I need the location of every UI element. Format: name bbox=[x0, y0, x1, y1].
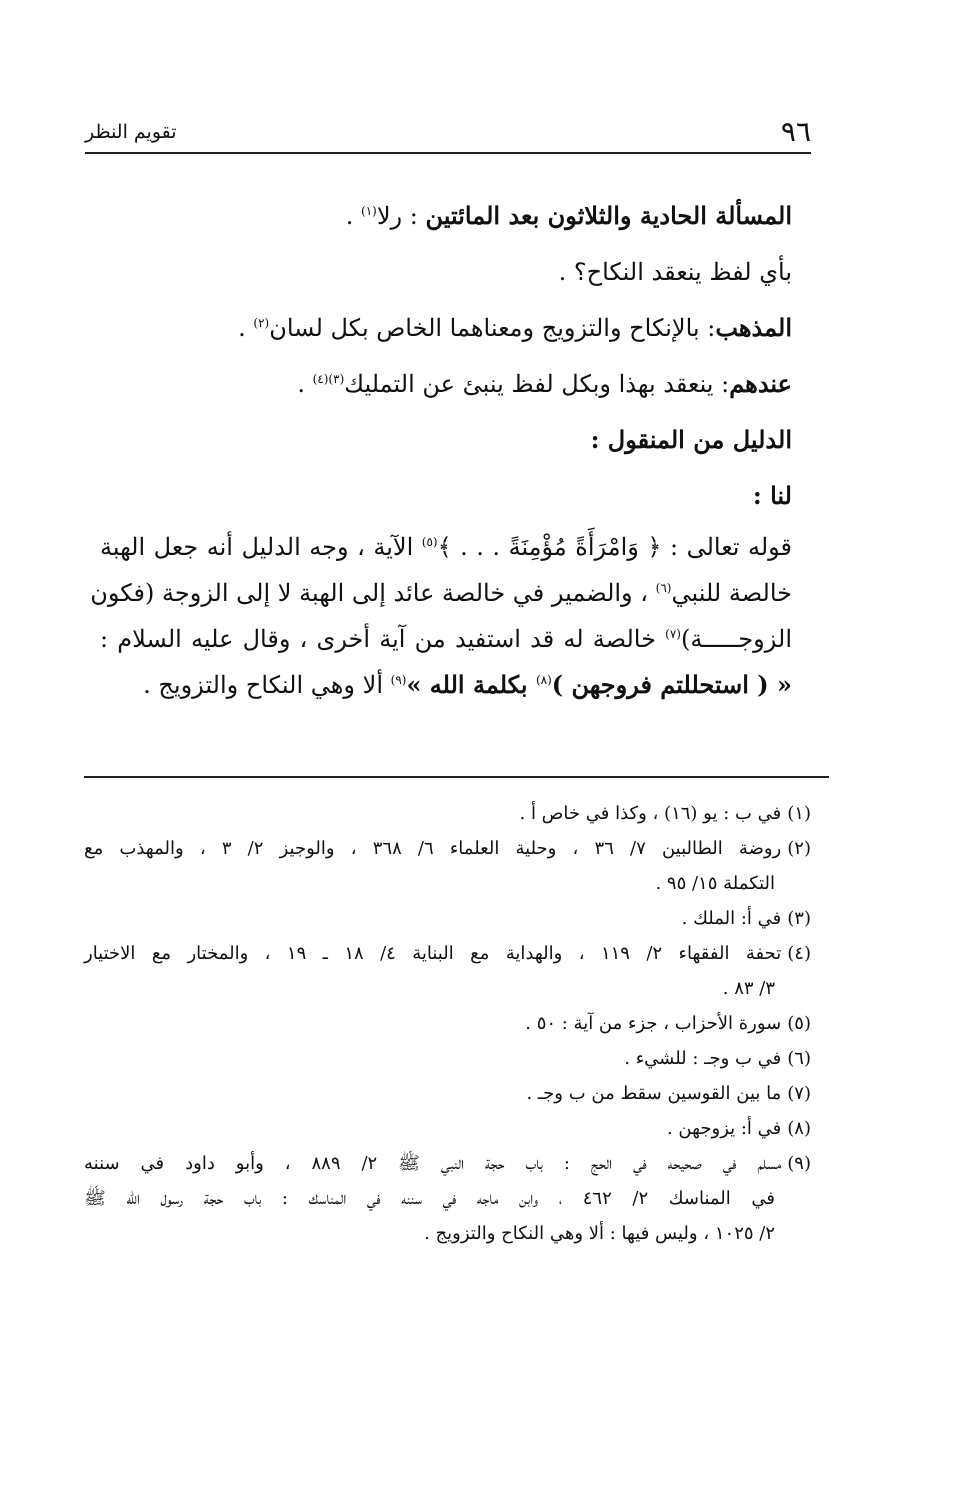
issue-heading bbox=[100, 188, 792, 244]
footnote-text: ٢/ ١٠٢٥ ، وليس فيها : ألا وهي النكاح والتزويج . bbox=[424, 1223, 775, 1244]
footnote-text: في ب وجـ : للشيء . bbox=[624, 1048, 782, 1069]
for-us-heading: لنا : bbox=[752, 481, 792, 510]
footnote-text: روضة الطالبين ٧/ ٣٦ ، وحلية العلماء ٦/ ٣٦٨ ، والوجيز ٢/ ٣ ، والمهذب مع bbox=[84, 838, 782, 859]
paragraph-text: خالصة للنبي bbox=[671, 579, 792, 607]
footnote bbox=[84, 1041, 811, 1076]
footnote-number: (٩) bbox=[787, 1153, 811, 1174]
paragraph-text: ، والضمير في خالصة عائد إلى الهبة لا إلى الزوجة (فكون bbox=[90, 579, 656, 607]
hadith-text: بكلمة الله » bbox=[406, 670, 536, 699]
running-title: تقويم النظر bbox=[85, 121, 177, 143]
footnote-number: (٨) bbox=[787, 1118, 811, 1139]
paragraph-text: ألا وهي النكاح والتزويج . bbox=[143, 671, 391, 699]
footnote bbox=[84, 831, 811, 901]
madhhab-line bbox=[100, 300, 792, 356]
madhhab-label: المذهب bbox=[715, 313, 792, 342]
page-number: ٩٦ bbox=[780, 115, 811, 148]
punctuation: . bbox=[297, 370, 313, 398]
opponents-text: : ينعقد بهذا وبكل لفظ ينبئ عن التمليك bbox=[344, 370, 730, 398]
page-header bbox=[85, 112, 811, 152]
footnote-ref: (١) bbox=[361, 204, 377, 218]
footnote-text: في أ: يزوجهن . bbox=[666, 1118, 782, 1139]
footnote bbox=[84, 1076, 811, 1111]
question-line: بأي لفظ ينعقد النكاح؟ . bbox=[558, 258, 792, 286]
paragraph-text: قوله تعالى : ﴿ وَامْرَأَةً مُؤْمِنَةً . . . ﴾ bbox=[437, 533, 793, 561]
evidence-heading: الدليل من المنقول : bbox=[590, 425, 792, 454]
footnote-text: مسلم في صحيحه في الحج : باب حجة النبي ﷺ ٢/ ٨٨٩ ، وأبو داود في سننه bbox=[84, 1153, 782, 1174]
footnote-text: ما بين القوسين سقط من ب وجـ . bbox=[526, 1083, 782, 1104]
footnote-number: (٦) bbox=[787, 1048, 811, 1069]
footnote-text: ٣/ ٨٣ . bbox=[722, 978, 775, 999]
paragraph-text: خالصة له قد استفيد من آية أخرى ، وقال عليه السلام : bbox=[100, 625, 666, 653]
footnote-text: في أ: الملك . bbox=[681, 908, 782, 929]
footnote bbox=[84, 1111, 811, 1146]
footnote-ref: (٣)(٤) bbox=[312, 372, 345, 386]
paragraph-line bbox=[100, 616, 792, 662]
paragraph-text: الزوجـــــة) bbox=[680, 625, 792, 653]
footnote-number: (٢) bbox=[787, 838, 811, 859]
footnote bbox=[84, 936, 811, 1006]
footnote-ref: (٥) bbox=[421, 535, 438, 549]
opponents-line bbox=[100, 356, 792, 412]
paragraph-line bbox=[100, 662, 792, 708]
footnotes bbox=[84, 796, 811, 1251]
footnote-rule bbox=[84, 776, 829, 778]
footnote-ref: (٢) bbox=[253, 316, 270, 330]
footnote-number: (٧) bbox=[787, 1083, 811, 1104]
opponents-label: عندهم bbox=[729, 369, 792, 398]
paragraph-line bbox=[100, 524, 792, 570]
footnote-ref: (٩) bbox=[390, 673, 407, 687]
footnote-text: سورة الأحزاب ، جزء من آية : ٥٠ . bbox=[525, 1013, 782, 1034]
paragraph-line bbox=[90, 570, 792, 616]
footnote bbox=[84, 796, 811, 831]
footnote-number: (٣) bbox=[787, 908, 811, 929]
footnote-number: (١) bbox=[787, 803, 811, 824]
punctuation: . bbox=[238, 314, 254, 342]
footnote bbox=[84, 1006, 811, 1041]
issue-code: : رلا bbox=[376, 202, 418, 230]
footnote-text: في المناسك ٢/ ٤٦٢ ، وابن ماجه في سننه في المناسك : باب حجة رسول الله ﷺ bbox=[84, 1188, 775, 1209]
header-rule bbox=[85, 152, 811, 154]
hadith-text: « ( استحللتم فروجهن ) bbox=[551, 670, 792, 699]
main-text bbox=[90, 188, 793, 708]
footnote-number: (٥) bbox=[787, 1013, 811, 1034]
paragraph-text: الآية ، وجه الدليل أنه جعل الهبة bbox=[100, 533, 422, 561]
footnote-text: التكملة ١٥/ ٩٥ . bbox=[655, 873, 775, 894]
footnote bbox=[84, 901, 811, 936]
footnote-text: في ب : يو (١٦) ، وكذا في خاص أ . bbox=[519, 803, 782, 824]
issue-title: المسألة الحادية والثلاثون بعد المائتين bbox=[425, 201, 792, 230]
madhhab-text: : بالإنكاح والتزويج ومعناهما الخاص بكل لسان bbox=[269, 314, 716, 342]
footnote-ref: (٦) bbox=[655, 581, 672, 595]
footnote-ref: (٧) bbox=[665, 627, 681, 641]
footnote-text: تحفة الفقهاء ٢/ ١١٩ ، والهداية مع البناية ٤/ ١٨ ـ ١٩ ، والمختار مع الاختيار bbox=[84, 943, 782, 964]
footnote-number: (٤) bbox=[787, 943, 811, 964]
punctuation: . bbox=[345, 202, 362, 230]
footnote-ref: (٨) bbox=[535, 673, 552, 687]
footnote bbox=[84, 1146, 811, 1251]
